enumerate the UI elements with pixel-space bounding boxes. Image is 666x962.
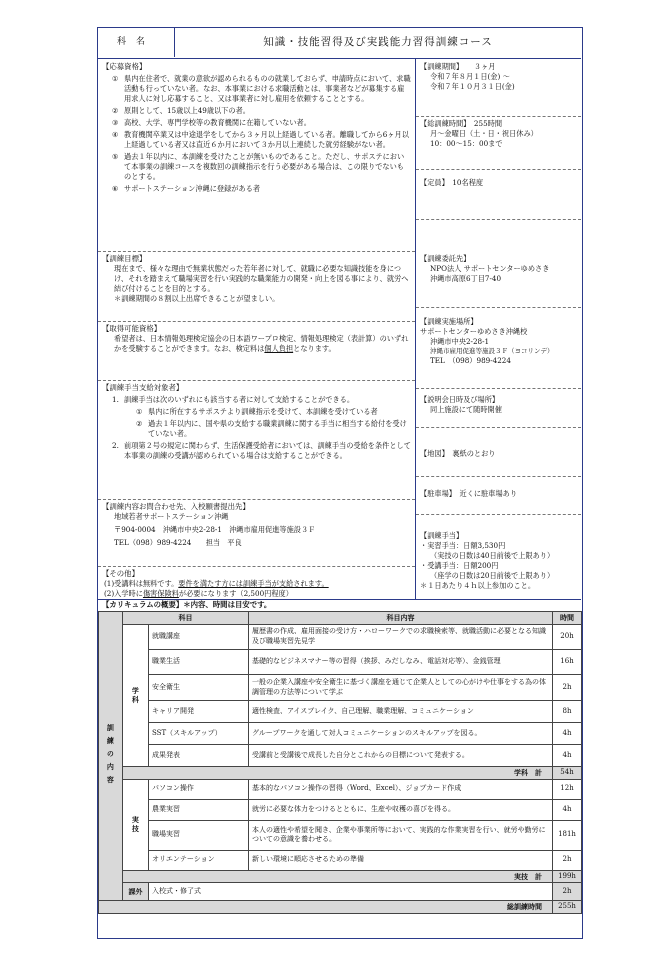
- subject-hours: 12h: [553, 779, 582, 799]
- table-row: [99, 850, 582, 870]
- subject-content: 履歴書の作成、雇用面接の受け方・ハローワークでの求職検索等、就職活動に必要となる知識及び職場実習先見学: [249, 625, 553, 650]
- subject-name: 就職講座: [149, 625, 249, 650]
- objective-text: 現在まで、様々な理由で無業状態だった若年者に対して、就職に必要な知識技能を身につけ、それを踏まえて職場実習を行い実践的な職業能力の開発・向上を図る事により、就労へ結び付けることを目的とする。: [114, 264, 409, 294]
- time-line: 【総訓練時間】 255時間: [420, 119, 503, 128]
- practical-total: 199h: [553, 870, 582, 883]
- contact-section: [102, 502, 411, 548]
- divider: [98, 321, 415, 322]
- period-start: 令和７年８月１日(金) 〜: [430, 71, 510, 81]
- course-sheet: [97, 27, 583, 939]
- grand-total: 255h: [553, 901, 582, 914]
- allowance-target-heading: 【訓練手当支給対象者】: [102, 383, 184, 392]
- subject-content: 一般の企業入講座や安全衛生に基づく講座を通じて企業人としての心がけや仕事をする為の体調管理の方法等について学ぶ: [249, 675, 553, 701]
- period-line: 【訓練期間】 ３ヶ月: [420, 62, 496, 71]
- parking-section: [420, 489, 579, 499]
- parking-line: 【駐車場】 近くに駐車場あり: [420, 489, 518, 498]
- course-label: 科名: [98, 28, 175, 57]
- allowance-target-subitem: ① 県内に所在するサポステより訓練指示を受けて、本訓練を受けている者: [136, 407, 378, 417]
- subject-name: SST（スキルアップ）: [149, 723, 249, 745]
- venue-heading: 【訓練実施場所】: [420, 317, 478, 326]
- academic-total: 54h: [553, 767, 582, 780]
- academic-total-label: 学科 計: [123, 767, 553, 780]
- qualification-section: [102, 324, 411, 354]
- subject-hours: 2h: [553, 850, 582, 870]
- allowance-line: ・実習手当：日額3,530円: [420, 540, 506, 550]
- subject-hours: 16h: [553, 650, 582, 675]
- practical-label: 実技: [123, 779, 149, 870]
- eligibility-heading: 【応募資格】: [102, 62, 147, 71]
- divider: [416, 219, 581, 220]
- extra-name: 入校式・修了式: [149, 883, 553, 901]
- table-row: [99, 723, 582, 745]
- table-row: [99, 820, 582, 850]
- title-row: [98, 28, 581, 59]
- extra-row: [99, 883, 582, 901]
- subject-hours: 20h: [553, 625, 582, 650]
- allowance-target-subitem: ② 過去１年以内に、国や県の支給する職業訓練に関する手当に相当する給付を受けていない者。: [136, 419, 407, 439]
- subject-name: 成果発表: [149, 745, 249, 767]
- contact-address: 〒904-0004 沖縄市中央2-28-1 沖縄市雇用促進等施設３Ｆ: [114, 525, 316, 535]
- qualification-text: 希望者は、日本情報処理検定協会の日本語ワープロ検定、情報処理検定（表計算）のいずれかを受験することができます。なお、検定料は個人負担となります。: [114, 334, 409, 354]
- practical-total-row: [99, 870, 582, 883]
- academic-label: 学科: [123, 625, 149, 767]
- other-line-1: (1)受講料は無料です。要件を満たす方には訓練手当が支給されます。: [104, 579, 329, 589]
- subject-name: 安全衛生: [149, 675, 249, 701]
- table-row: [99, 779, 582, 799]
- eligibility-section: [102, 62, 411, 194]
- table-row: [99, 675, 582, 701]
- venue-address-1: 沖縄市中央2-28-1: [430, 336, 490, 346]
- contact-tel: TEL（098）989-4224 担当 平良: [114, 538, 242, 548]
- allowance-line: （実技の日数は40日前後で上限あり）: [430, 550, 555, 560]
- left-column: [98, 59, 416, 599]
- eligibility-item: ⑥ サポートステーション沖縄に登録がある者: [112, 183, 261, 193]
- capacity-section: [420, 178, 579, 188]
- time-hours: 10：00〜15：00まで: [430, 138, 503, 148]
- table-row: [99, 625, 582, 650]
- objective-heading: 【訓練目標】: [102, 254, 147, 263]
- eligibility-item: ④ 教育機関卒業又は中途退学をしてから３ヶ月以上経過している者。離職してから6ヶ月以上経過している者又は直近６か月において３か月以上連続した就労経験がない者。: [112, 129, 409, 149]
- divider: [416, 427, 581, 428]
- eligibility-item: ② 原則として、15歳以上49歳以下の者。: [112, 106, 250, 116]
- col-subject: 科目: [123, 612, 249, 625]
- venue-section: [420, 317, 579, 366]
- venue-tel: TEL （098）989-4224: [430, 355, 511, 365]
- objective-note: ＊訓練期間の８割以上出席できることが望ましい。: [114, 294, 280, 304]
- grand-total-label: 総訓練時間: [99, 901, 553, 914]
- allowance-target-item: 2. 前項第２号の規定に関わらず、生活保護受給者においては、訓練手当の受給を条件として本事業の訓練の受講が認められている場合は支給することができる。: [112, 440, 411, 460]
- divider: [416, 116, 581, 117]
- table-row: [99, 799, 582, 820]
- eligibility-item: ⑤ 過去１年以内に、本訓練を受けたことが無いものであること。ただし、サポステにおいて本事業の訓練コースを複数回の訓練指示を行う必要がある場合は、この限りでないものとする。: [112, 151, 405, 181]
- subject-name: 農業実習: [149, 799, 249, 820]
- col-content: 科目内容: [249, 612, 553, 625]
- table-row: [99, 745, 582, 767]
- divider: [416, 514, 581, 515]
- contractor-name: NPO法人 サポートセンターゆめさき: [430, 263, 550, 273]
- curriculum-heading: 【カリキュラムの概要】＊内容、時間は目安です。: [98, 599, 581, 611]
- subject-hours: 181h: [553, 820, 582, 850]
- subject-content: グループワークを通して対人コミュニケーションのスキルアップを図る。: [249, 723, 553, 745]
- divider: [416, 476, 581, 477]
- time-section: [420, 119, 579, 149]
- table-header-row: [99, 612, 582, 625]
- subject-content: 新しい環境に順応させるための準備: [249, 850, 553, 870]
- eligibility-item: ③ 高校、大学、専門学校等の教育機関に在籍していない者。: [112, 117, 311, 127]
- venue-name: サポートセンターゆめさき沖縄校: [420, 326, 528, 336]
- subject-name: パソコン操作: [149, 779, 249, 799]
- allowance-target-section: [102, 383, 411, 461]
- period-section: [420, 62, 579, 92]
- allowance-line: ・受講手当：日額200円: [420, 560, 499, 570]
- subject-content: 基礎的なビジネスマナー等の習得（挨拶、みだしなみ、電話対応等）、金銭管理: [249, 650, 553, 675]
- divider: [416, 307, 581, 308]
- right-column: [416, 59, 581, 599]
- col-hours: 時間: [553, 612, 582, 625]
- other-line-2: (2)入学時に傷害保険料が必要になります（2,500円程度）: [104, 589, 293, 599]
- subject-name: 職業生活: [149, 650, 249, 675]
- subject-hours: 4h: [553, 723, 582, 745]
- time-days: 月〜金曜日（土・日・祝日休み）: [430, 128, 538, 138]
- subject-hours: 4h: [553, 745, 582, 767]
- table-row: [99, 701, 582, 723]
- briefing-heading: 【説明会日時及び場所】: [420, 395, 500, 404]
- allowance-heading: 【訓練手当】: [420, 531, 464, 540]
- divider: [98, 499, 415, 500]
- outer-label: 訓練の内容: [99, 612, 123, 901]
- extra-label: 課外: [123, 883, 149, 901]
- subject-content: 受講前と受講後で成長した自分とこれからの目標について発表する。: [249, 745, 553, 767]
- subject-content: 本人の適性や希望を聞き、企業や事業所等において、実践的な作業実習を行い、就労や勤労についての意識を養わせる。: [249, 820, 553, 850]
- venue-address-2: 沖縄市雇用促進等施設３Ｆ（ヨコリンデ）: [430, 346, 554, 355]
- capacity-line: 【定員】 10名程度: [420, 178, 484, 187]
- briefing-section: [420, 395, 579, 415]
- table-row: [99, 650, 582, 675]
- subject-content: 適性検査、アイスブレイク、自己理解、職業理解、コミュニケーション: [249, 701, 553, 723]
- eligibility-item: ① 県内在住者で、就業の意欲が認められるものの就業しておらず、申請時点において、求職活動も行っていない者。なお、本事業における求職活動とは、事業者などが募集する雇用求人に対し応募すること、又は事業者に対し雇用を依頼することとする。: [112, 74, 411, 104]
- course-title: 知識・技能習得及び実践能力習得訓練コース: [263, 36, 493, 49]
- allowance-line: （座学の日数は20日前後で上限あり）: [430, 570, 555, 580]
- grand-total-row: [99, 901, 582, 914]
- divider: [416, 388, 581, 389]
- curriculum-table: [98, 611, 582, 914]
- subject-hours: 8h: [553, 701, 582, 723]
- other-section: [102, 569, 411, 599]
- contractor-heading: 【訓練委託先】: [420, 254, 471, 263]
- period-end: 令和７年１０月３１日(金): [430, 81, 515, 91]
- contact-org: 地域若者サポートステーション沖縄: [114, 512, 229, 522]
- subject-name: 職場実習: [149, 820, 249, 850]
- subject-name: オリエンテーション: [149, 850, 249, 870]
- contact-heading: 【訓練内容お問合わせ先、入校願書提出先】: [102, 502, 250, 511]
- subject-content: 就労に必要な体力をつけるとともに、生産や収穫の喜びを得る。: [249, 799, 553, 820]
- practical-total-label: 実技 計: [123, 870, 553, 883]
- contractor-address: 沖縄市高原6丁目7-40: [430, 273, 502, 283]
- divider: [416, 169, 581, 170]
- map-section: [420, 449, 579, 459]
- subject-hours: 2h: [553, 675, 582, 701]
- allowance-section: [420, 531, 579, 591]
- subject-hours: 4h: [553, 799, 582, 820]
- divider: [98, 251, 415, 252]
- subject-content: 基本的なパソコン操作の習得（Word、Excel）、ジョブカード作成: [249, 779, 553, 799]
- map-line: 【地図】 裏紙のとおり: [420, 449, 496, 458]
- extra-hours: 2h: [553, 883, 582, 901]
- divider: [98, 380, 415, 381]
- allowance-line: ＊１日あたり４ｈ以上参加のこと。: [420, 580, 536, 590]
- allowance-target-item: 1. 訓練手当は次のいずれにも該当する者に対して支給することができる。: [112, 395, 355, 405]
- qualification-heading: 【取得可能資格】: [102, 324, 162, 333]
- subject-name: キャリア開発: [149, 701, 249, 723]
- contractor-section: [420, 254, 579, 284]
- objective-section: [102, 254, 411, 304]
- academic-total-row: [99, 767, 582, 780]
- briefing-value: 同上施設にて随時開催: [430, 404, 502, 414]
- divider: [98, 566, 415, 567]
- other-heading: 【その他】: [102, 569, 139, 578]
